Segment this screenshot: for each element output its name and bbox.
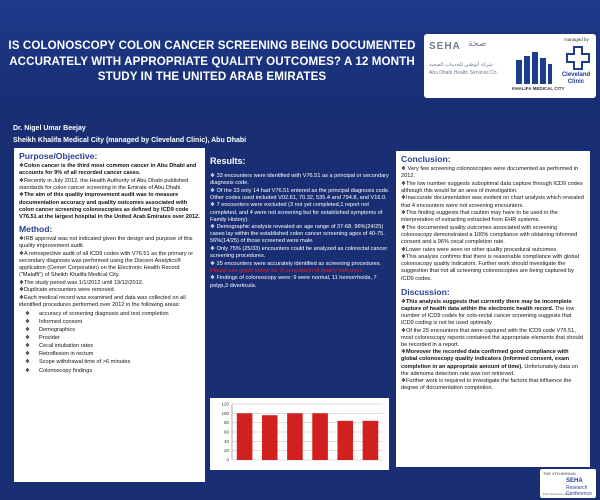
- bullet-icon: ❖: [19, 287, 25, 294]
- bullet-icon: ❖: [401, 254, 407, 261]
- bullet-icon: ❖: [401, 378, 407, 385]
- chart-bar: [237, 413, 253, 460]
- khalifa-label: KHALIFA MEDICAL CITY: [512, 86, 565, 91]
- bullet-icon: ❖: [210, 187, 216, 194]
- poster-title: IS COLONOSCOPY COLON CANCER SCREENING BEING DOCUMENTED ACCURATELY WITH APPROPRIATE QUALITY OUTCOMES? A 12 MONTH STUDY IN THE UNITED ARAB EMIRATES: [8, 39, 416, 84]
- y-tick-label: 80: [223, 420, 229, 426]
- bullet-icon: ❖: [19, 235, 25, 242]
- conference-name: SEHA: [566, 478, 583, 484]
- chart-bar: [287, 413, 303, 460]
- method-p3: ❖The study period was 1/1/2012 until 19/12/2012.: [19, 279, 144, 286]
- result-4: ❖ Demographic analysis revealed an age range of 37-68. 96%(24/25) cases lay within the established colon cancer screening ages of 40-75. 56%(14/25) of those screened were male.: [210, 224, 385, 245]
- discussion-1: ❖This analysis suggests that currently there may be incomplete capture of health data within the electronic health record. The low number of ICD9 codes for colo-rectal cancer screening suggests that ICD9 coding is not be used optimally: [401, 298, 575, 326]
- bullet-icon: ❖: [401, 327, 407, 334]
- conclusion-3: ❖Inaccurate documentation was evident on chart analysis which revealed that 4 encounters were not screening encounters.: [401, 195, 584, 209]
- result-2: ❖ Of the 33 only 14 had V76.51 entered as the principal diagnosis code. Other codes used included V02.61, 70.32, 535.4 and 794.8, and V16.0.: [210, 187, 390, 201]
- list-item: ❖ accuracy of screening diagnosis and test completion: [25, 310, 169, 317]
- chart-bar: [312, 413, 328, 460]
- bullet-icon: ❖: [210, 224, 216, 231]
- y-tick-label: 100: [221, 410, 229, 416]
- bullet-icon: ❖: [25, 351, 31, 358]
- bullet-icon: ❖: [19, 250, 25, 257]
- y-tick-label: 0: [226, 457, 229, 463]
- bullet-icon: ❖: [401, 224, 407, 231]
- conclusion-4: ❖This finding suggests that caution may have to be used in the interpretation of extracting extracted from EHR systems.: [401, 210, 558, 224]
- y-tick-label: 40: [223, 438, 229, 444]
- bullet-icon: ❖: [401, 210, 407, 217]
- conference-dates: 8-11 November 2013: [543, 492, 571, 496]
- managed-by-label: managed by: [564, 37, 589, 42]
- bullet-icon: ❖: [401, 166, 407, 173]
- result-5: ❖ Only 75% (25/33) encounters could be analyzed as colorectal cancer screening procedures.: [210, 246, 388, 260]
- conference-edition: THE 4TH ANNUAL: [543, 471, 577, 476]
- bullet-icon: ❖: [401, 298, 407, 305]
- conclusion-6: ❖Lower rates were seen on other quality procedural outcomes.: [401, 246, 558, 253]
- cleveland-clinic-label: Cleveland Clinic: [561, 72, 591, 85]
- bullet-icon: ❖: [401, 180, 407, 187]
- bullet-icon: ❖: [210, 173, 216, 180]
- y-tick-label: 60: [223, 429, 229, 435]
- chart-bar: [363, 421, 379, 460]
- author-affiliation: Sheikh Khalifa Medical City (managed by Cleveland Clinic), Abu Dhabi: [13, 137, 247, 144]
- bullet-icon: ❖: [25, 335, 31, 342]
- purpose-p2: ❖Recently in July 2012, the Health Authority of Abu Dhabi published standards for colon cancer screening in the Emirate of Abu Dhabi.: [19, 177, 189, 191]
- list-item: ❖ Provider: [25, 335, 60, 342]
- conclusion-1: ❖ Very few screening colonoscopies were documented as performed in 2012.: [401, 166, 579, 180]
- left-panel: [14, 148, 205, 482]
- author-name: Dr. Nigel Umar Beejay: [13, 125, 86, 132]
- bullet-icon: ❖: [210, 246, 216, 253]
- chart-bar: [262, 415, 278, 460]
- right-panel: [396, 151, 590, 467]
- list-item: ❖ Scope withdrawal time of >6 minutes: [25, 359, 131, 366]
- sponsor-logos: [424, 34, 596, 98]
- discussion-heading: Discussion:: [401, 286, 450, 297]
- seha-arabic-subtitle: شركة أبوظبي للخدمات الصحية: [429, 62, 493, 68]
- chart-svg: [210, 398, 389, 470]
- purpose-p3: ❖The aim of this quality improvement audit was to measure documentation accuracy and quality outcomes associated with colon cancer screening colonoscopies as defined by ICD9 code V76.51 at the largest hospital in the United Arab Emirates over 2012.: [19, 192, 200, 220]
- list-item: ❖ Informed consent: [25, 318, 83, 325]
- bullet-icon: ❖: [19, 192, 25, 199]
- method-p4: ❖Duplicate encounters were removed.: [19, 287, 116, 294]
- list-item: ❖ Demographics: [25, 327, 76, 334]
- conclusion-2: ❖The low number suggests suboptimal data capture through ICD9 codes although this would be an area of investigation.: [401, 180, 583, 194]
- bullet-icon: ❖: [25, 343, 31, 350]
- bullet-icon: ❖: [25, 318, 31, 325]
- result-3: ❖ 7 encounters were excluded (3 not yet completed,1 report not completed, and 4 were not screening but for established symptoms of Family History).: [210, 202, 383, 223]
- khalifa-logo-icon: [514, 52, 554, 88]
- seha-logo: SEHA: [429, 41, 461, 52]
- method-p5: ❖Each medical record was examined and data was collected on all identified procedures performed over 2012 in the following areas:: [19, 294, 186, 308]
- cleveland-clinic-logo-icon: [564, 46, 592, 70]
- conference-subtitle: Research Conference: [566, 485, 592, 497]
- bullet-icon: ❖: [25, 310, 31, 317]
- chart-bar: [337, 421, 353, 460]
- bullet-icon: ❖: [19, 279, 25, 286]
- y-tick-label: 120: [221, 401, 229, 407]
- bullet-icon: ❖: [210, 202, 216, 209]
- bullet-icon: ❖: [19, 294, 25, 301]
- bullet-icon: ❖: [401, 195, 407, 202]
- list-item: ❖ Retroflexion in rectum: [25, 351, 94, 358]
- method-items-list: [25, 311, 200, 375]
- bullet-icon: ❖: [401, 246, 407, 253]
- method-heading: Method:: [19, 223, 53, 234]
- bullet-icon: ❖: [401, 349, 407, 356]
- result-7: ❖ Findings of colonoscopy were: 9 were normal, 11 hemorrhoids, 7 polyp,3 diverticula.: [210, 275, 377, 289]
- bullet-icon: ❖: [210, 275, 216, 282]
- bullet-icon: ❖: [210, 260, 216, 267]
- list-item: ❖ Cecal intubation rates: [25, 343, 94, 350]
- discussion-3: ❖Moreover the recorded data confirmed good compliance with global colonoscopy quality indicators (informed consent, exam completion in an appropriate amount of time). Unfortunately data on the adenoma detection rate was not retrieved.: [401, 349, 578, 377]
- results-heading: Results:: [210, 156, 246, 166]
- method-p1: ❖IRB approval was not indicated given the design and purpose of this quality improvement audit.: [19, 235, 193, 250]
- graph-note: Please see graph below for % completion of quality indicators.: [210, 267, 364, 274]
- conference-logo: [540, 469, 596, 498]
- bullet-icon: ❖: [25, 327, 31, 334]
- result-6: ❖ 25 encounters were accurately identified as screening procedures. Please see graph below for % completion of quality indicators.: [210, 260, 382, 274]
- discussion-4: ❖Further work is required to investigate the factors that influence the degree of documentation completion.: [401, 378, 572, 392]
- list-item: ❖ Colonoscopy findings: [25, 367, 93, 374]
- purpose-p1: ❖Colon cancer is the third most common cancer in Abu Dhabi and accounts for 9% of all recorded cancer cases.: [19, 163, 197, 177]
- bullet-icon: ❖: [19, 163, 25, 170]
- seha-arabic-logo: صحة: [468, 38, 487, 48]
- seha-subtitle: Abu Dhabi Health Services Co.: [429, 70, 498, 76]
- purpose-heading: Purpose/Objective:: [19, 151, 98, 161]
- quality-indicator-chart: [210, 398, 389, 470]
- conclusion-heading: Conclusion:: [401, 154, 451, 164]
- conclusion-7: ❖This analysis confirms that there is reasonable compliance with global colonoscopy quality indicators. Further work should investigate the suggestion that not all screening colonoscopies are being captured by ICD9 codes.: [401, 254, 579, 282]
- y-tick-label: 20: [223, 448, 229, 454]
- bullet-icon: ❖: [25, 359, 31, 366]
- bullet-icon: ❖: [25, 367, 31, 374]
- conclusion-5: ❖The documented quality outcomes associated with screening colonoscopy demonstrated a 100% compliance with obtaining informed consent and a 96% cecal completion rate.: [401, 224, 578, 246]
- bullet-icon: ❖: [19, 177, 25, 184]
- method-p2: ❖A retrospective audit of all ICD9 codes with V76.51 as the primary or secondary diagnosis was performed using the Discern Analytics® application (Cerner Corporation) on the Electronic Health Record ("Malaffi") of Sheikh Khalifa Medical City.: [19, 250, 194, 278]
- result-1: ❖ 33 encounters were identified with V76.51 as a principal or secondary diagnosis code.: [210, 173, 389, 187]
- discussion-2: ❖Of the 25 encounters that were captured with the ICD9 code V76.51, most colonoscopy reports contained the appropriate elements that should be recorded in a report.: [401, 327, 583, 348]
